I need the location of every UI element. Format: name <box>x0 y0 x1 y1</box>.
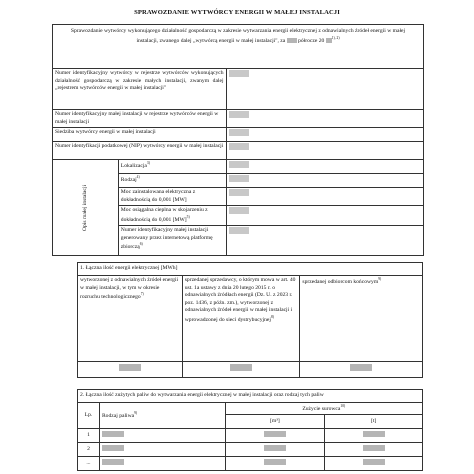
fuel-type-cell <box>99 443 225 457</box>
installation-description-side-cell <box>53 160 119 256</box>
row-number: 1 <box>87 432 90 439</box>
seat-value-cell <box>226 128 423 142</box>
produced-energy-footnote: 7) <box>140 292 144 297</box>
m3-cell <box>225 429 325 443</box>
platform-id-footnote: 6) <box>139 242 143 247</box>
producer-info-table <box>52 24 424 256</box>
fuel-type-header-cell <box>99 403 225 429</box>
registry-number-label-cell <box>53 69 227 110</box>
fuel-type-footnote: 9) <box>134 411 138 415</box>
location-field[interactable] <box>229 161 249 168</box>
electric-capacity-value-cell <box>226 188 423 206</box>
row-number-cell <box>78 429 100 443</box>
lp-header: Lp. <box>84 411 93 418</box>
platform-id-value-cell <box>226 226 423 256</box>
consumption-footnote: 10) <box>340 404 346 408</box>
sold-to-end-users-label: sprzedanej odbiorcom końcowym <box>302 278 379 285</box>
t-field[interactable] <box>363 459 385 465</box>
produced-energy-cell <box>78 276 183 362</box>
unit-t: [t] <box>370 418 377 425</box>
thermal-capacity-footnote: 5) <box>186 214 190 219</box>
installation-description-label: Opis małej instalacji <box>81 184 88 231</box>
t-field[interactable] <box>363 445 385 451</box>
fuel-type-header: Rodzaj paliwa <box>101 412 135 419</box>
type-footnote: 4) <box>136 175 140 180</box>
type-field[interactable] <box>229 175 249 182</box>
sold-to-seller-cell <box>182 276 300 362</box>
intro-footnote: 1), 2) <box>331 35 340 40</box>
platform-id-label: Numer identyfikacyjny małej instalacji generowany przez internetową platformę zbiorczą <box>120 227 213 251</box>
installation-number-label-cell <box>53 110 227 128</box>
thermal-capacity-value-cell <box>226 206 423 226</box>
table-row <box>78 443 423 457</box>
type-value-cell <box>226 174 423 188</box>
location-label-cell <box>118 160 226 174</box>
fuel-consumption-table <box>77 389 423 471</box>
energy-amount-heading-cell <box>78 263 423 276</box>
electric-capacity-label-cell <box>118 188 226 206</box>
table-row <box>78 457 423 471</box>
type-label: Rodzaj <box>120 176 137 183</box>
thermal-capacity-label: Moc osiągalna cieplna w skojarzeniu z dokładnością do 0,001 [MW] <box>120 207 208 223</box>
nip-label: Numer identyfikacji podatkowej (NIP) wytwórcy energii w małej instalacji <box>55 143 224 150</box>
t-field[interactable] <box>363 431 385 437</box>
fuel-type-field[interactable] <box>102 431 124 437</box>
energy-amount-heading: 1. Łączna ilość energii elektrycznej [MWh] <box>80 265 178 272</box>
t-cell <box>325 457 423 471</box>
consumption-header: Zużycie surowca <box>302 405 341 412</box>
location-label: Lokalizacja <box>120 162 147 169</box>
electric-capacity-label: Moc zainstalowana elektryczna z dokładnością do 0,001 [MW] <box>120 189 196 203</box>
table-row <box>78 429 423 443</box>
installation-number-label: Numer identyfikacyjny małej instalacji w rejestrze wytwórców energii w małej instalacji <box>55 111 219 125</box>
row-number: 2 <box>87 446 90 453</box>
m3-field[interactable] <box>264 459 286 465</box>
sold-to-end-users-cell <box>300 276 423 362</box>
row-number-cell <box>78 443 100 457</box>
produced-energy-value-cell <box>78 362 183 378</box>
intro-cell <box>53 25 424 69</box>
unit-t-cell <box>325 415 423 429</box>
platform-id-field[interactable] <box>229 227 249 234</box>
location-footnote: 3) <box>146 161 150 166</box>
produced-energy-label: wytworzonej z odnawialnych źródeł energii w małej instalacji, w tym w okresie rozruchu technologicznego <box>80 277 179 300</box>
thermal-capacity-label-cell <box>118 206 226 226</box>
t-cell <box>325 443 423 457</box>
intro-text: Sprawozdanie wytwórcy wykonującego działalność gospodarczą w zakresie wytwarzania energii elektrycznej z odnawialnych źródeł energii w małej instalacji, zwanego dalej „wytwórcą energii w małej instalacji", za <box>70 28 406 44</box>
sold-to-seller-footnote: 8) <box>270 314 274 319</box>
nip-label-cell <box>53 142 227 160</box>
unit-m3-cell <box>225 415 325 429</box>
row-number: ... <box>86 460 91 467</box>
registry-number-label: Numer identyfikacyjny wytwórcy w rejestrze wytwórców wykonujących działalność gospodarczą w zakresie małych instalacji, zwanym dalej „rejestrem wytwórców energii w małej instalacji" <box>55 70 224 92</box>
registry-number-value-cell <box>226 69 423 110</box>
fuel-type-field[interactable] <box>102 445 124 451</box>
electric-capacity-field[interactable] <box>229 189 249 196</box>
installation-number-value-cell <box>226 110 423 128</box>
nip-value-cell <box>226 142 423 160</box>
intro-suffix: półrocze 20 <box>298 37 325 44</box>
m3-field[interactable] <box>264 445 286 451</box>
seat-label-cell <box>53 128 227 142</box>
sold-to-end-users-field[interactable] <box>350 364 372 371</box>
consumption-header-cell <box>225 403 422 415</box>
installation-number-field[interactable] <box>229 111 249 118</box>
lp-header-cell <box>78 403 100 429</box>
platform-id-label-cell <box>118 226 226 256</box>
fuel-type-field[interactable] <box>102 459 124 465</box>
nip-field[interactable] <box>229 143 249 150</box>
energy-amount-table <box>77 262 423 378</box>
location-value-cell <box>226 160 423 174</box>
sold-to-seller-value-cell <box>182 362 300 378</box>
document-title: SPRAWOZDANIE WYTWÓRCY ENERGII W MAŁEJ INSTALACJI <box>134 9 340 16</box>
sold-to-seller-label: sprzedanej sprzedawcy, o którym mowa w art. 40 ust. 1a ustawy z dnia 20 lutego 2015 r. o odnawialnych źródłach energii (Dz. U. z 2023 r. poz. 1436, z późn. zm.), wytworzonej z odnawialnych źródeł energii w małej instalacji i wprowadzonej do sieci dystrybucyjnej <box>184 277 296 323</box>
sold-to-end-users-value-cell <box>300 362 423 378</box>
m3-field[interactable] <box>264 431 286 437</box>
thermal-capacity-field[interactable] <box>229 207 249 214</box>
fuel-type-cell <box>99 429 225 443</box>
produced-energy-field[interactable] <box>119 364 141 371</box>
fuel-heading-cell <box>78 390 423 403</box>
unit-m3: [m³] <box>270 418 280 425</box>
row-number-cell <box>78 457 100 471</box>
sold-to-end-users-footnote: 9) <box>378 277 382 281</box>
seat-label: Siedziba wytwórcy energii w małej instalacji <box>55 129 156 136</box>
half-year-field[interactable] <box>287 38 297 43</box>
m3-cell <box>225 443 325 457</box>
t-cell <box>325 429 423 443</box>
fuel-type-cell <box>99 457 225 471</box>
type-label-cell <box>118 174 226 188</box>
registry-number-field[interactable] <box>229 70 249 77</box>
fuel-heading: 2. Łączna ilość zużytych paliw do wytwarzania energii elektrycznej w małej instalacji oraz rodzaj tych paliw <box>80 392 324 399</box>
m3-cell <box>225 457 325 471</box>
sold-to-seller-field[interactable] <box>230 364 252 371</box>
seat-field[interactable] <box>229 129 249 136</box>
